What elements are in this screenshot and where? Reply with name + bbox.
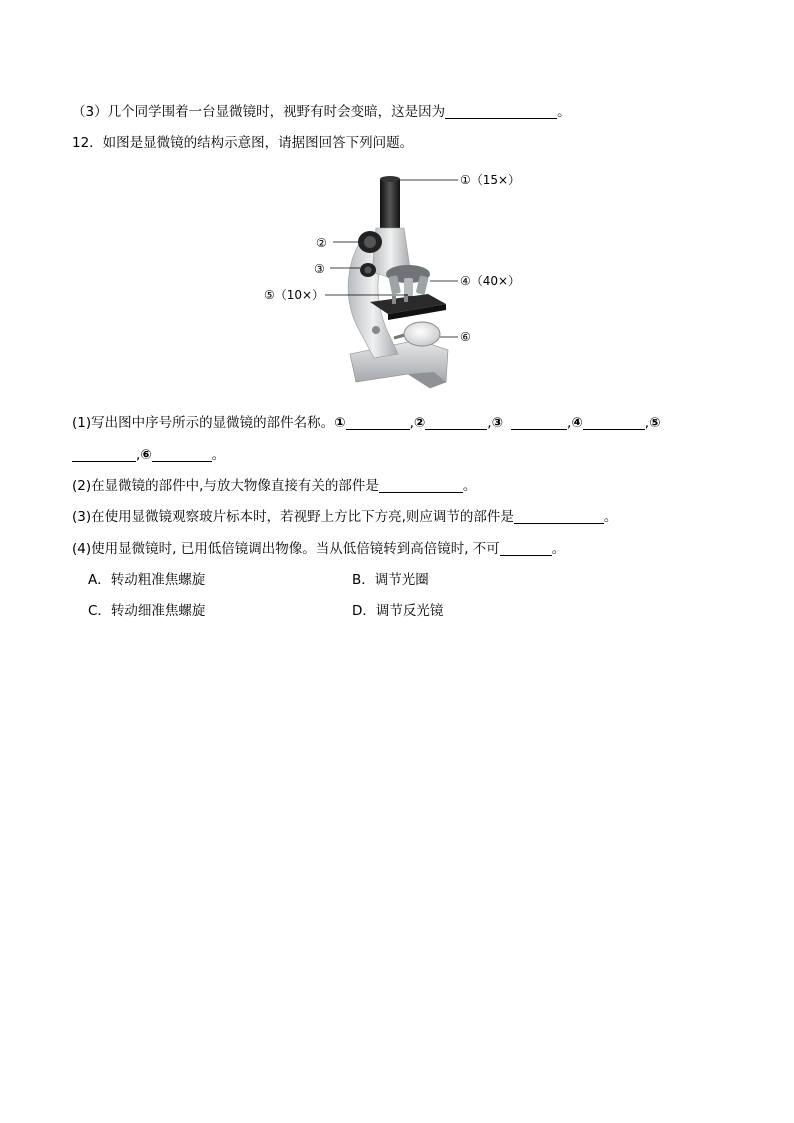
label-1: ①（15×） [460,173,521,187]
answer-blank[interactable] [445,104,557,119]
fine-focus-knob [360,263,376,277]
option-a[interactable]: A．转动粗准焦螺旋 [88,572,206,588]
answer-blank-1[interactable] [346,415,410,430]
part-1-continued: ,⑥ 。 [72,446,225,464]
part-4-text: (4)使用显微镜时, 已用低倍镜调出物像。当从低倍镜转到高倍镜时, 不可 [72,541,500,557]
mirror [394,322,440,346]
label-3: ③ [314,262,325,276]
answer-blank-3[interactable] [511,415,567,430]
microscope-base [350,340,448,388]
option-d[interactable]: D．调节反光镜 [352,603,444,619]
part-1-text: (1)写出图中序号所示的显微镜的部件名称。 [72,415,335,431]
question-12-title [72,134,413,152]
label-6: ⑥ [460,330,471,344]
part-2: (2)在显微镜的部件中,与放大物像直接有关的部件是 。 [72,478,477,494]
question-3-subpart: （3）几个同学围着一台显微镜时，视野有时会变暗，这是因为 。 [72,104,571,120]
part-3-text: (3)在使用显微镜观察玻片标本时，若视野上方比下方亮,则应调节的部件是 [72,509,514,525]
question-12-text: 12．如图是显微镜的结构示意图，请据图回答下列问题。 [72,135,414,151]
answer-blank[interactable] [514,509,604,524]
answer-blank[interactable] [500,541,552,556]
question-3-text: （3）几个同学围着一台显微镜时，视野有时会变暗，这是因为 [72,104,446,120]
part-1: (1)写出图中序号所示的显微镜的部件名称。① ,② ,③ ,④ ,⑤ [72,415,661,431]
answer-blank-2[interactable] [425,415,487,430]
option-c[interactable]: C．转动细准焦螺旋 [88,603,206,619]
label-4: ④（40×） [460,274,521,288]
part-4: (4)使用显微镜时, 已用低倍镜调出物像。当从低倍镜转到高倍镜时, 不可 。 [72,541,566,557]
part-3: (3)在使用显微镜观察玻片标本时，若视野上方比下方亮,则应调节的部件是 。 [72,509,618,525]
option-b[interactable]: B．调节光圈 [352,572,429,588]
label-2: ② [316,236,327,250]
answer-blank-6[interactable] [152,447,212,462]
part-2-text: (2)在显微镜的部件中,与放大物像直接有关的部件是 [72,478,379,494]
eyepiece [380,176,400,232]
answer-blank-4[interactable] [583,415,645,430]
answer-blank-5[interactable] [72,447,136,462]
answer-blank[interactable] [379,478,463,493]
pillar-screw-icon [372,326,380,334]
label-5: ⑤（10×） [264,288,325,302]
microscope-diagram [258,168,528,398]
coarse-focus-knob [358,231,382,253]
